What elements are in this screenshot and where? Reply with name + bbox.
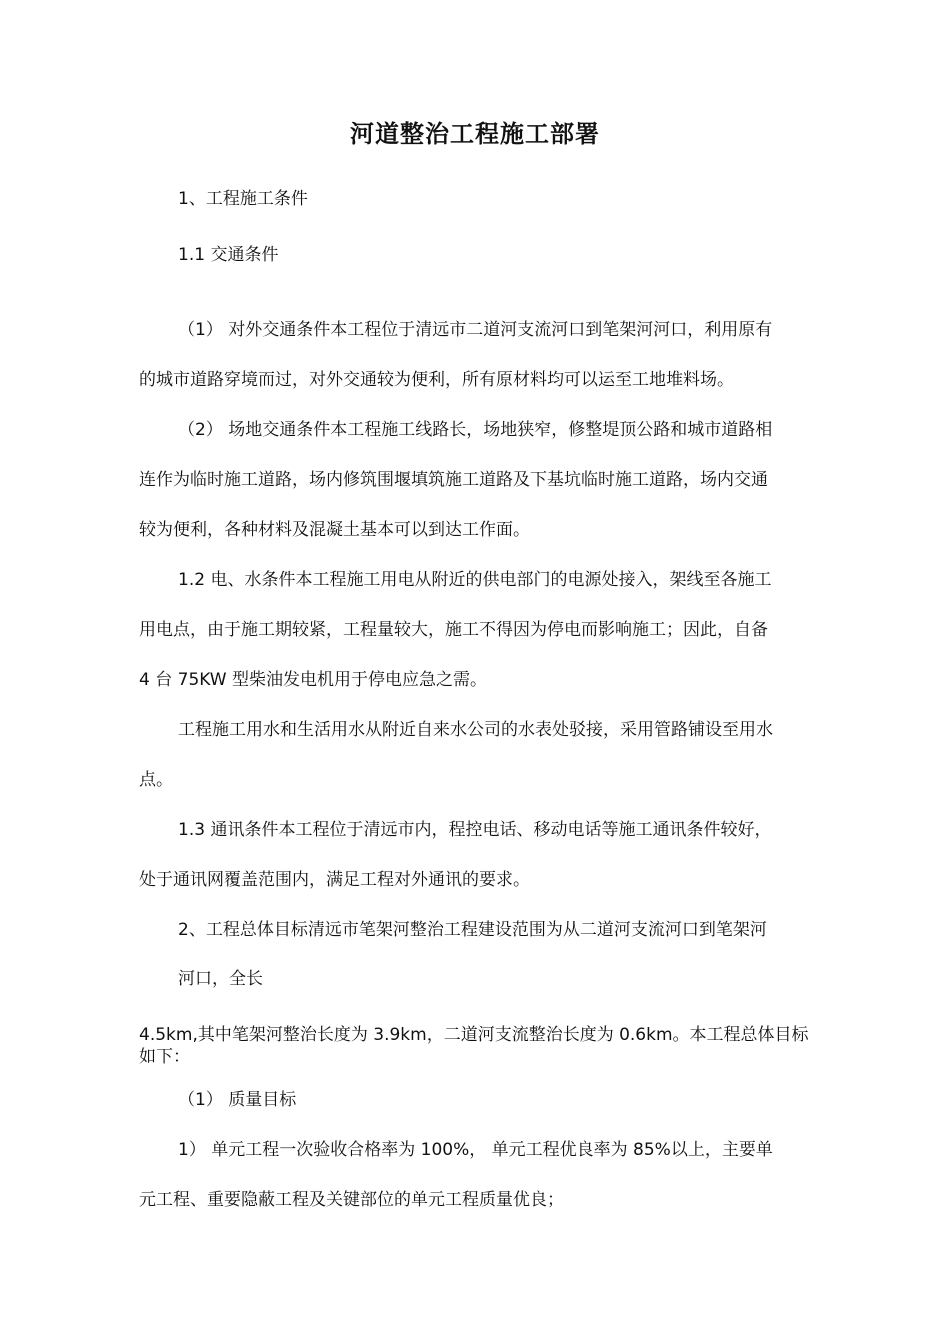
document-title: 河道整治工程施工部署: [350, 120, 600, 148]
paragraph-block: 4.5km,其中笔架河整治长度为 3.9km，二道河支流整治长度为 0.6km。本工程总体目标如下：: [139, 1025, 809, 1067]
heading-traffic-conditions: 1.1 交通条件: [178, 245, 279, 265]
paragraph-line: 2、工程总体目标清远市笔架河整治工程建设范围为从二道河支流河口到笔架河: [178, 920, 767, 940]
paragraph-line: （2） 场地交通条件本工程施工线路长，场地狭窄，修整堤顶公路和城市道路相: [178, 420, 773, 440]
paragraph-line: 较为便利，各种材料及混凝土基本可以到达工作面。: [139, 520, 530, 540]
paragraph-line: 处于通讯网覆盖范围内，满足工程对外通讯的要求。: [139, 870, 530, 890]
paragraph-line: 4 台 75KW 型柴油发电机用于停电应急之需。: [139, 670, 488, 690]
paragraph-line: 1.2 电、水条件本工程施工用电从附近的供电部门的电源处接入，架线至各施工: [178, 570, 772, 590]
heading-quality-target: （1） 质量目标: [178, 1090, 297, 1110]
paragraph-line: 的城市道路穿境而过，对外交通较为便利，所有原材料均可以运至工地堆料场。: [139, 370, 734, 390]
paragraph-line: 用电点，由于施工期较紧，工程量较大，施工不得因为停电而影响施工；因此，自备: [139, 620, 768, 640]
paragraph-line: 工程施工用水和生活用水从附近自来水公司的水表处驳接，采用管路铺设至用水: [178, 720, 773, 740]
paragraph-line: （1） 对外交通条件本工程位于清远市二道河支流河口到笔架河河口，利用原有: [178, 320, 773, 340]
heading-construction-conditions: 1、工程施工条件: [178, 189, 308, 209]
paragraph-line: 河口，全长: [178, 969, 263, 989]
paragraph-line: 1） 单元工程一次验收合格率为 100%， 单元工程优良率为 85%以上，主要单: [178, 1140, 773, 1160]
paragraph-line: 连作为临时施工道路，场内修筑围堰填筑施工道路及下基坑临时施工道路，场内交通: [139, 470, 768, 490]
paragraph-line: 元工程、重要隐蔽工程及关键部位的单元工程质量优良；: [139, 1190, 564, 1210]
paragraph-line: 1.3 通讯条件本工程位于清远市内，程控电话、移动电话等施工通讯条件较好，: [178, 820, 772, 840]
paragraph-line: 点。: [139, 770, 173, 790]
